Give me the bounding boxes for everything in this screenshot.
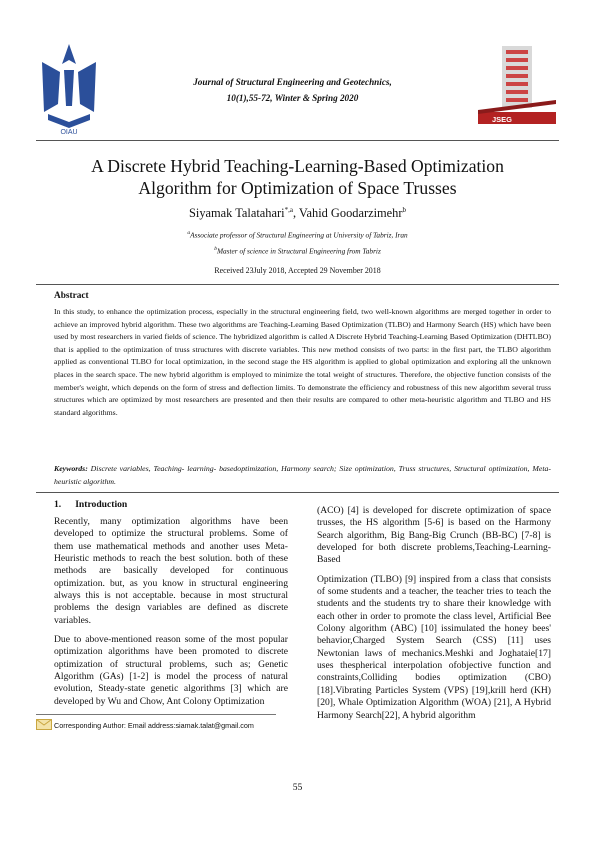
paragraph: Recently, many optimization algorithms have been developed to optimize the structural problems. Some of them use mathematical methods and another uses Meta-Heuristic methods to reach the best solution. both of these methods are basically developed for continuous optimization. but, as you know in structural engineering always this is not acceptable. because in most structural problems the design variables are defined as discrete variables. bbox=[54, 516, 288, 626]
journal-citation bbox=[120, 74, 465, 106]
journal-logo bbox=[474, 40, 558, 134]
keywords bbox=[54, 462, 551, 488]
keywords-list: Discrete variables, Teaching- learning- basedoptimization, Harmony search; Size optimization, Truss structures, Structural optimization, Meta-heuristic algorithm. bbox=[54, 464, 551, 486]
left-column bbox=[54, 516, 288, 715]
logo-caption: QIAU bbox=[60, 129, 78, 134]
paragraph: Optimization (TLBO) [9] inspired from a class that consists of some students and a teacher, the teacher tries to teach the students and the students try to share their knowledge with each other in order to promote the class level, Artificial Bee Colony algorithm (ABC) [10] issimulated the honey bees' behavior,Charged System Search (CSS) [11] uses Newtonian laws of mechanics.Meshki and Joghataie[17] uses thespherical interpolation ofobjective function and constraints,Colliding bodies optimization (CBO) [18].Vibrating Particles System (VPS) [19],krill herd (KH) [20], Whale Optimization Algorithm (WOA) [21], A Hybrid Harmony Search[22], A hybrid algorithm bbox=[317, 573, 551, 721]
affiliation-mark: b bbox=[214, 246, 217, 252]
title-line-1: A Discrete Hybrid Teaching-Learning-Based Optimization bbox=[91, 156, 504, 176]
envelope-icon bbox=[36, 717, 52, 728]
affiliation-a bbox=[60, 230, 535, 239]
right-column bbox=[317, 505, 551, 729]
journal-name: Journal of Structural Engineering and Geotechnics, bbox=[193, 77, 392, 87]
affiliation-text: Associate professor of Structural Engineering at University of Tabriz, Iran bbox=[190, 230, 408, 240]
journal-logo-text: JSEG bbox=[492, 115, 513, 124]
header-divider bbox=[36, 140, 559, 141]
university-logo bbox=[36, 42, 102, 134]
author-separator: , bbox=[292, 206, 299, 221]
author-name: Vahid Goodarzimehr bbox=[298, 206, 403, 221]
author-list bbox=[60, 206, 535, 221]
abstract-heading: Abstract bbox=[54, 291, 89, 301]
affiliation-text: Master of science in Structural Engineering from Tabriz bbox=[216, 246, 381, 256]
affiliation-b bbox=[60, 246, 535, 255]
keywords-label: Keywords: bbox=[54, 464, 88, 473]
received-dates: Received 23July 2018, Accepted 29 November 2018 bbox=[214, 266, 381, 275]
page-number: 55 bbox=[292, 782, 303, 793]
section-title: Introduction bbox=[75, 499, 128, 510]
corresponding-author-footnote: Corresponding Author: Email address:siamak.talat@gmail.com bbox=[54, 721, 254, 730]
abstract-top-divider bbox=[36, 284, 559, 285]
section-number: 1. bbox=[54, 499, 62, 510]
abstract-bottom-divider bbox=[36, 492, 559, 493]
paragraph: Due to above-mentioned reason some of the most popular optimization algorithms have been promoted to discrete optimization of structural problems, such as; Genetic Algorithm (GAs) [1-2] is model the process of natural evolution, Steady-state genetic algorithms [3] which are developed by Wu and Chow, Ant Colony Optimization bbox=[54, 634, 288, 707]
paper-title bbox=[60, 155, 535, 199]
author-affiliation-mark: *,a bbox=[284, 206, 293, 214]
title-line-2: Algorithm for Optimization of Space Trusses bbox=[138, 178, 457, 198]
footnote-divider bbox=[36, 714, 276, 715]
journal-issue: 10(1),55-72, Winter & Spring 2020 bbox=[226, 93, 359, 103]
author-affiliation-mark: b bbox=[402, 206, 406, 214]
section-heading bbox=[54, 499, 127, 510]
author-name: Siyamak Talatahari bbox=[188, 206, 285, 221]
affiliation-mark: a bbox=[187, 230, 191, 236]
paragraph: (ACO) [4] is developed for discrete optimization of space trusses, the HS algorithm [5-6] is based on the Harmony Search algorithm, Big Bang-Big Crunch (BB-BC) [7-8] is developed for both discrete problems,Teaching-Learning-Based bbox=[317, 505, 551, 566]
abstract-text: In this study, to enhance the optimization process, especially in the structural engineering field, two well-known algorithms are merged together in order to achieve an improved hybrid algorithm. These two algorithms are Teaching-Learning Based Optimization (TLBO) and Harmony Search (HS) which have been used by most researchers in varied fields of science. The hybridized algorithm is called A Discrete Hybrid Teaching-Learning Based Optimization (DHTLBO) that is applied to the optimization of truss structures with discrete variables. This new method consists of two parts: in the first part, the TLBO algorithm applied as conventional TLBO for local optimization, in the second stage the HS algorithm is applied to global optimization and exploring all the unknown places in the search space. The new hybrid algorithm is employed to minimize the total weight of structures. Therefore, the objective function consists of the member's weight, which depends on the form of stress and deflection limits. To demonstrate the efficiency and robustness of this new algorithm several truss structures which are optimized by most researchers are presented and then their results are compared to other meta-heuristic algorithm and TLBO and HS standard algorithms. bbox=[54, 307, 551, 417]
